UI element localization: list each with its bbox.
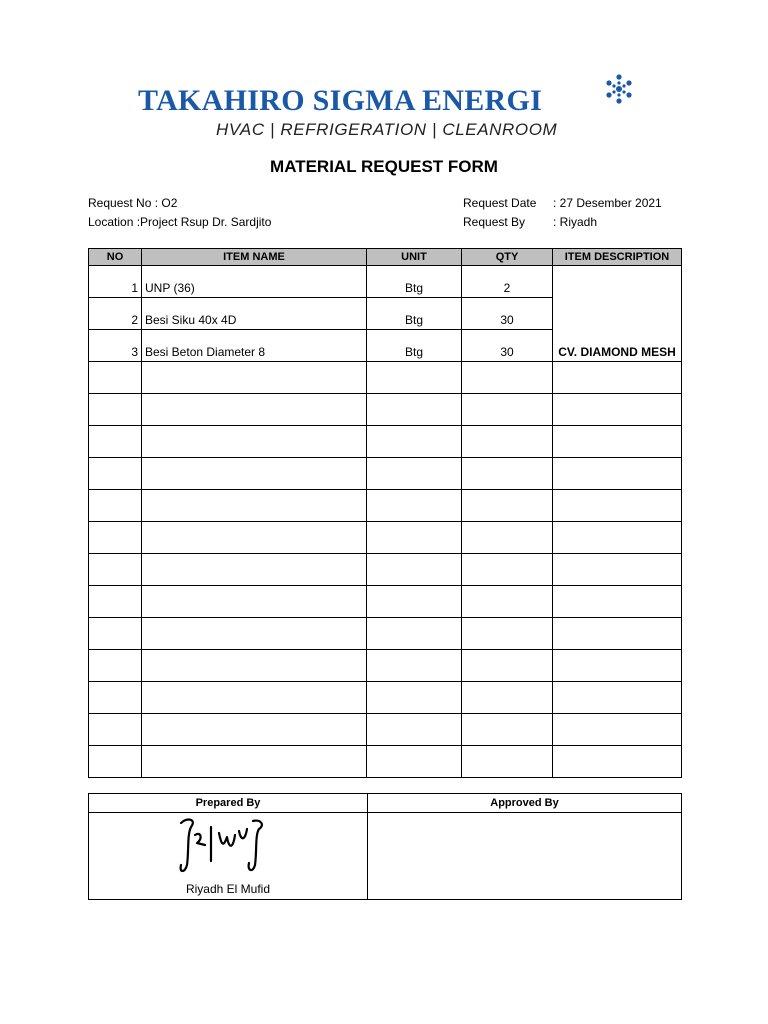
cell-unit bbox=[367, 682, 462, 714]
column-header-no: NO bbox=[89, 249, 142, 266]
table-row bbox=[89, 522, 682, 554]
cell-item-name bbox=[142, 714, 367, 746]
cell-qty bbox=[462, 746, 553, 778]
cell-no: 1 bbox=[89, 266, 142, 298]
cell-item-name: Besi Beton Diameter 8 bbox=[142, 330, 367, 362]
cell-item-description bbox=[553, 746, 682, 778]
cell-item-name bbox=[142, 650, 367, 682]
cell-item-name bbox=[142, 362, 367, 394]
form-title: MATERIAL REQUEST FORM bbox=[270, 157, 498, 176]
cell-item-name bbox=[142, 490, 367, 522]
cell-item-description bbox=[553, 362, 682, 394]
table-row bbox=[89, 714, 682, 746]
cell-qty bbox=[462, 362, 553, 394]
cell-qty: 30 bbox=[462, 330, 553, 362]
approved-by-cell bbox=[368, 813, 682, 900]
cell-no bbox=[89, 682, 142, 714]
cell-item-description bbox=[553, 426, 682, 458]
cell-qty bbox=[462, 394, 553, 426]
table-row bbox=[89, 650, 682, 682]
cell-qty bbox=[462, 586, 553, 618]
cell-item-description bbox=[553, 650, 682, 682]
cell-item-description: CV. DIAMOND MESH bbox=[553, 266, 682, 362]
request-location: Location :Project Rsup Dr. Sardjito bbox=[88, 215, 272, 229]
table-row bbox=[89, 746, 682, 778]
company-tagline: HVAC | REFRIGERATION | CLEANROOM bbox=[216, 120, 558, 139]
prepared-by-header: Prepared By bbox=[89, 794, 368, 813]
cell-item-description bbox=[553, 458, 682, 490]
cell-item-name bbox=[142, 746, 367, 778]
cell-item-name bbox=[142, 586, 367, 618]
cell-item-name: UNP (36) bbox=[142, 266, 367, 298]
cell-no bbox=[89, 426, 142, 458]
table-row bbox=[89, 618, 682, 650]
cell-qty bbox=[462, 618, 553, 650]
signoff-table bbox=[88, 793, 682, 900]
column-header-item-description: ITEM DESCRIPTION bbox=[553, 249, 682, 266]
cell-item-description bbox=[553, 586, 682, 618]
cell-qty bbox=[462, 714, 553, 746]
cell-no bbox=[89, 458, 142, 490]
company-name: TAKAHIRO SIGMA ENERGI bbox=[138, 84, 543, 117]
cell-unit bbox=[367, 746, 462, 778]
table-row bbox=[89, 426, 682, 458]
cell-item-name bbox=[142, 522, 367, 554]
cell-no: 3 bbox=[89, 330, 142, 362]
approved-by-header: Approved By bbox=[368, 794, 682, 813]
request-no: Request No : O2 bbox=[88, 196, 178, 210]
cell-unit bbox=[367, 426, 462, 458]
request-by-label: Request By bbox=[463, 215, 526, 229]
cell-qty bbox=[462, 554, 553, 586]
table-row bbox=[89, 586, 682, 618]
table-row bbox=[89, 458, 682, 490]
material-table bbox=[88, 248, 682, 778]
cell-item-description bbox=[553, 394, 682, 426]
cell-no bbox=[89, 746, 142, 778]
table-row bbox=[89, 682, 682, 714]
table-row bbox=[89, 394, 682, 426]
cell-unit: Btg bbox=[367, 330, 462, 362]
cell-qty bbox=[462, 522, 553, 554]
table-row bbox=[89, 554, 682, 586]
cell-unit bbox=[367, 650, 462, 682]
cell-item-name bbox=[142, 394, 367, 426]
cell-item-name bbox=[142, 426, 367, 458]
cell-qty: 30 bbox=[462, 298, 553, 330]
cell-unit bbox=[367, 394, 462, 426]
cell-no bbox=[89, 522, 142, 554]
cell-unit bbox=[367, 458, 462, 490]
handwritten-signature bbox=[175, 815, 271, 877]
cell-item-description bbox=[553, 682, 682, 714]
cell-item-name bbox=[142, 458, 367, 490]
cell-no bbox=[89, 714, 142, 746]
prepared-by-cell bbox=[89, 813, 368, 900]
request-by-value: : Riyadh bbox=[553, 215, 598, 229]
column-header-item-name: ITEM NAME bbox=[142, 249, 367, 266]
cell-qty bbox=[462, 682, 553, 714]
cell-unit: Btg bbox=[367, 266, 462, 298]
cell-no bbox=[89, 362, 142, 394]
cell-unit bbox=[367, 362, 462, 394]
cell-item-name bbox=[142, 554, 367, 586]
cell-unit bbox=[367, 714, 462, 746]
cell-item-name bbox=[142, 618, 367, 650]
cell-unit bbox=[367, 618, 462, 650]
column-header-qty: QTY bbox=[462, 249, 553, 266]
request-date-label: Request Date bbox=[463, 196, 537, 210]
prepared-by-name: Riyadh El Mufid bbox=[185, 882, 271, 896]
table-header-row bbox=[89, 249, 682, 266]
table-row bbox=[89, 490, 682, 522]
cell-item-description bbox=[553, 714, 682, 746]
request-date-value: : 27 Desember 2021 bbox=[553, 196, 662, 210]
cell-item-name: Besi Siku 40x 4D bbox=[142, 298, 367, 330]
cell-unit bbox=[367, 586, 462, 618]
cell-no bbox=[89, 650, 142, 682]
cell-item-description bbox=[553, 490, 682, 522]
table-row bbox=[89, 362, 682, 394]
cell-qty bbox=[462, 426, 553, 458]
cell-no bbox=[89, 394, 142, 426]
cell-no bbox=[89, 586, 142, 618]
column-header-unit: UNIT bbox=[367, 249, 462, 266]
cell-unit bbox=[367, 490, 462, 522]
cell-unit bbox=[367, 522, 462, 554]
cell-unit: Btg bbox=[367, 298, 462, 330]
cell-qty bbox=[462, 490, 553, 522]
cell-no bbox=[89, 490, 142, 522]
cell-no bbox=[89, 618, 142, 650]
cell-qty bbox=[462, 650, 553, 682]
cell-item-description bbox=[553, 618, 682, 650]
snowflake-logo-icon bbox=[604, 72, 634, 106]
cell-qty bbox=[462, 458, 553, 490]
cell-qty: 2 bbox=[462, 266, 553, 298]
cell-item-name bbox=[142, 682, 367, 714]
cell-item-description bbox=[553, 522, 682, 554]
cell-no: 2 bbox=[89, 298, 142, 330]
cell-no bbox=[89, 554, 142, 586]
table-row bbox=[89, 266, 682, 298]
table-body bbox=[89, 266, 682, 778]
cell-item-description bbox=[553, 554, 682, 586]
cell-unit bbox=[367, 554, 462, 586]
